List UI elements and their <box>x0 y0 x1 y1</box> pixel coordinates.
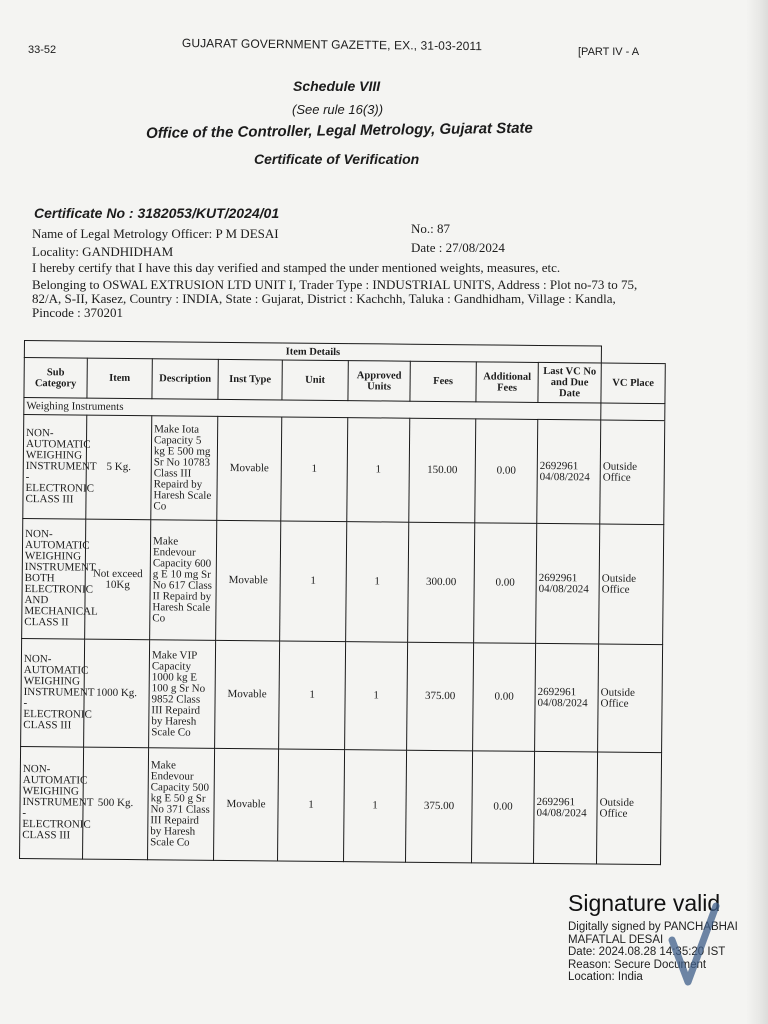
cell-additional-fees: 0.00 <box>475 419 538 524</box>
vc-number: 2692961 <box>537 685 577 698</box>
schedule-rule: (See rule 16(3)) <box>292 102 384 117</box>
cell-description: Make Endevour Capacity 500 kg E 50 g Sr No 371 Class III Repaird by Haresh Scale Co <box>148 748 215 861</box>
certificate-title: Certificate of Verification <box>254 151 420 167</box>
cell-unit: 1 <box>278 749 345 862</box>
header-item: Item <box>87 358 152 399</box>
vc-due-date: 04/08/2024 <box>537 696 588 709</box>
cell-description: Make VIP Capacity 1000 kg E 100 g Sr No 9852 Class III Repaird by Haresh Scale Co <box>149 640 216 749</box>
cell-description: Make Iota Capacity 5 kg E 500 mg Sr No 10783 Class III Repaird by Haresh Scale Co <box>151 416 218 521</box>
signature-line-location: Location: India <box>568 971 643 983</box>
header-approved-units: Approved Units <box>348 361 410 402</box>
header-last-vc: Last VC No and Due Date <box>538 362 601 403</box>
header-sub-category: Sub Category <box>24 358 87 399</box>
section-blank <box>601 403 665 421</box>
cell-vc-place: Outside Office <box>600 420 665 525</box>
cell-unit: 1 <box>279 641 346 750</box>
part-label: [PART IV - A <box>578 46 640 58</box>
cell-item: Not exceed 10Kg <box>85 519 151 640</box>
officer-name: Name of Legal Metrology Officer: P M DESAI <box>32 226 279 241</box>
cell-last-vc <box>535 643 599 752</box>
digital-signature-block[interactable] <box>568 890 738 984</box>
table-title-blank <box>601 346 665 364</box>
vc-number: 2692961 <box>536 795 576 808</box>
signature-line-reason: Reason: Secure Document <box>568 958 707 971</box>
cell-last-vc <box>536 523 600 644</box>
cell-sub-category: NON-AUTOMATIC WEIGHING INSTRUMENT BOTH ELECTRONIC AND MECHANICAL CLASS II <box>22 518 86 639</box>
signature-line-signed-by: Digitally signed by PANCHABHAI <box>568 921 738 933</box>
locality: Locality: GANDHIDHAM <box>32 244 174 259</box>
cell-last-vc <box>533 751 597 864</box>
cell-inst-type: Movable <box>216 520 281 641</box>
section-weighing-instruments: Weighing Instruments <box>24 398 601 421</box>
gazette-header: GUJARAT GOVERNMENT GAZETTE, EX., 31-03-2011 <box>181 36 483 54</box>
table-title: Item Details <box>24 341 601 364</box>
page-number: 33-52 <box>28 44 57 56</box>
vc-due-date: 04/08/2024 <box>538 582 589 595</box>
cell-sub-category: NON-AUTOMATIC WEIGHING INSTRUMENT - ELECTRONIC CLASS III <box>23 415 87 520</box>
item-details-table <box>19 340 666 865</box>
cell-vc-place: Outside Office <box>598 644 663 753</box>
cell-approved-units: 1 <box>346 522 409 643</box>
cell-vc-place: Outside Office <box>599 524 664 645</box>
cell-inst-type: Movable <box>214 748 279 861</box>
cell-sub-category: NON-AUTOMATIC WEIGHING INSTRUMENT - ELECTRONIC CLASS III <box>21 638 85 747</box>
owner-address: Belonging to OSWAL EXTRUSION LTD UNIT I, Trader Type : INDUSTRIAL UNITS, Address : Plot no-73 to 75, 82/A, S-II, Kasez, Country : INDIA, State : Gujarat, District : Kachchh, Taluka : Gandhidham, Village : Kandla, Pincode : 370201 <box>32 277 638 320</box>
cell-item: 1000 Kg. <box>84 639 150 748</box>
office-title: Office of the Controller, Legal Metrology, Gujarat State <box>146 119 533 142</box>
vc-number: 2692961 <box>539 459 579 472</box>
header-unit: Unit <box>282 360 348 401</box>
cell-unit: 1 <box>281 417 348 522</box>
vc-due-date: 04/08/2024 <box>539 470 590 483</box>
cell-last-vc <box>537 419 601 524</box>
header-fees: Fees <box>410 361 476 402</box>
cell-approved-units: 1 <box>347 418 410 523</box>
cell-inst-type: Movable <box>215 640 280 749</box>
certificate-number: Certificate No : 3182053/KUT/2024/01 <box>34 205 280 221</box>
cell-sub-category: NON-AUTOMATIC WEIGHING INSTRUMENT - ELECTRONIC CLASS III <box>20 746 84 859</box>
cell-fees: 300.00 <box>408 522 475 643</box>
certify-statement: I hereby certify that I have this day verified and stamped the under mentioned weights, measures, etc. <box>32 260 561 275</box>
page-edge-shadow <box>746 0 768 1024</box>
cell-additional-fees: 0.00 <box>472 751 535 864</box>
cell-additional-fees: 0.00 <box>474 523 537 644</box>
cell-vc-place: Outside Office <box>597 752 662 865</box>
cell-item: 500 Kg. <box>83 747 149 860</box>
item-details-table-wrap <box>19 340 665 886</box>
cell-description: Make Endevour Capacity 600 g E 10 mg Sr No 617 Class II Repaird by Haresh Scale Co <box>150 520 217 641</box>
table-row <box>21 638 663 752</box>
header-vc-place: VC Place <box>601 363 665 404</box>
cell-inst-type: Movable <box>217 416 282 521</box>
vc-number: 2692961 <box>538 571 578 584</box>
cell-fees: 375.00 <box>407 642 474 751</box>
vc-due-date: 04/08/2024 <box>536 806 587 819</box>
schedule-title: Schedule VIII <box>293 78 381 94</box>
header-inst-type: Inst Type <box>218 359 282 400</box>
table-row <box>22 518 664 644</box>
table-row <box>20 746 662 864</box>
cell-approved-units: 1 <box>344 750 407 863</box>
table-row <box>23 415 665 525</box>
signature-line-date: Date: 2024.08.28 14:35:20 IST <box>568 946 726 958</box>
cell-fees: 375.00 <box>406 750 473 863</box>
cell-unit: 1 <box>280 521 347 642</box>
header-additional-fees: Additional Fees <box>476 362 538 403</box>
signature-line-name: MAFATLAL DESAI <box>568 933 664 946</box>
cell-approved-units: 1 <box>345 642 408 751</box>
cell-additional-fees: 0.00 <box>473 643 536 752</box>
signature-valid-title: Signature valid <box>568 890 721 916</box>
cell-item: 5 Kg. <box>86 415 152 520</box>
certificate-date: Date : 27/08/2024 <box>411 240 505 255</box>
cell-fees: 150.00 <box>409 418 476 523</box>
signature-check-icon <box>666 900 722 990</box>
certificate-no-field: No.: 87 <box>411 221 450 236</box>
header-description: Description <box>152 359 218 400</box>
